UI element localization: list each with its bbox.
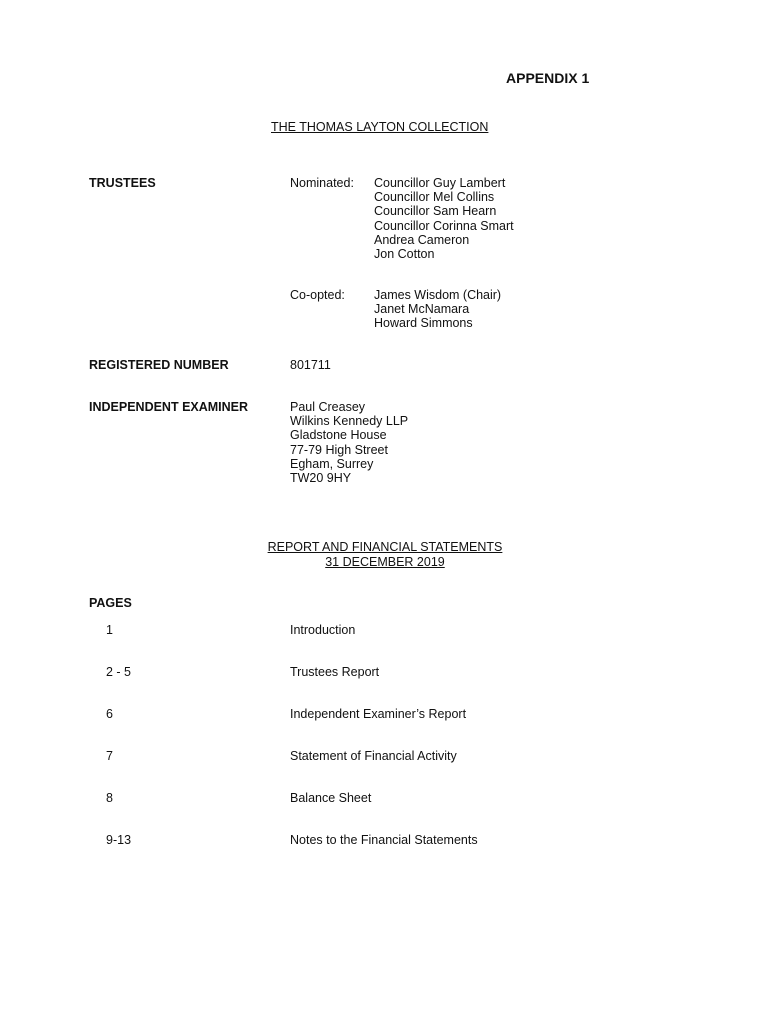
nominated-list — [374, 176, 514, 261]
coopted-trustee: Janet McNamara — [374, 302, 470, 317]
examiner-label: INDEPENDENT EXAMINER — [89, 400, 249, 414]
page-title: Trustees Report — [290, 665, 380, 679]
nominated-trustee: Councillor Sam Hearn — [374, 204, 497, 219]
coopted-label: Co-opted: — [290, 288, 345, 302]
address-line: TW20 9HY — [290, 471, 352, 486]
collection-title: THE THOMAS LAYTON COLLECTION — [271, 120, 489, 134]
coopted-trustee: Howard Simmons — [374, 316, 473, 331]
nominated-trustee: Councillor Guy Lambert — [374, 176, 506, 190]
coopted-list — [374, 288, 501, 331]
coopted-trustee: James Wisdom (Chair) — [374, 288, 502, 302]
address-line: Gladstone House — [290, 428, 387, 443]
page-title: Introduction — [290, 623, 356, 637]
address-line: 77-79 High Street — [290, 442, 388, 457]
page-title: Notes to the Financial Statements — [290, 833, 478, 847]
report-title: REPORT AND FINANCIAL STATEMENTS — [267, 540, 503, 554]
pages-label: PAGES — [89, 596, 132, 610]
page-title: Balance Sheet — [290, 791, 372, 805]
page-number: 9-13 — [106, 833, 132, 847]
report-heading — [0, 540, 770, 569]
address-line: Egham, Surrey — [290, 456, 374, 471]
nominated-trustee: Councillor Mel Collins — [374, 190, 495, 205]
nominated-trustee: Jon Cotton — [374, 247, 435, 262]
nominated-trustee: Councillor Corinna Smart — [374, 218, 514, 233]
address-line: Wilkins Kennedy LLP — [290, 414, 409, 429]
page-number: 8 — [106, 791, 113, 805]
registered-number-value: 801711 — [290, 358, 331, 372]
nominated-trustee: Andrea Cameron — [374, 232, 470, 247]
report-date: 31 DECEMBER 2019 — [325, 554, 445, 569]
page-title: Independent Examiner’s Report — [290, 707, 467, 721]
page-number: 6 — [106, 707, 113, 721]
page-number: 1 — [106, 623, 113, 637]
appendix-heading: APPENDIX 1 — [506, 70, 590, 86]
registered-number-label: REGISTERED NUMBER — [89, 358, 229, 372]
page-number: 7 — [106, 749, 113, 763]
trustees-label: TRUSTEES — [89, 176, 156, 190]
nominated-label: Nominated: — [290, 176, 354, 190]
examiner-address — [290, 400, 408, 485]
page-title: Statement of Financial Activity — [290, 749, 457, 763]
page-number: 2 - 5 — [106, 665, 132, 679]
address-line: Paul Creasey — [290, 400, 366, 414]
